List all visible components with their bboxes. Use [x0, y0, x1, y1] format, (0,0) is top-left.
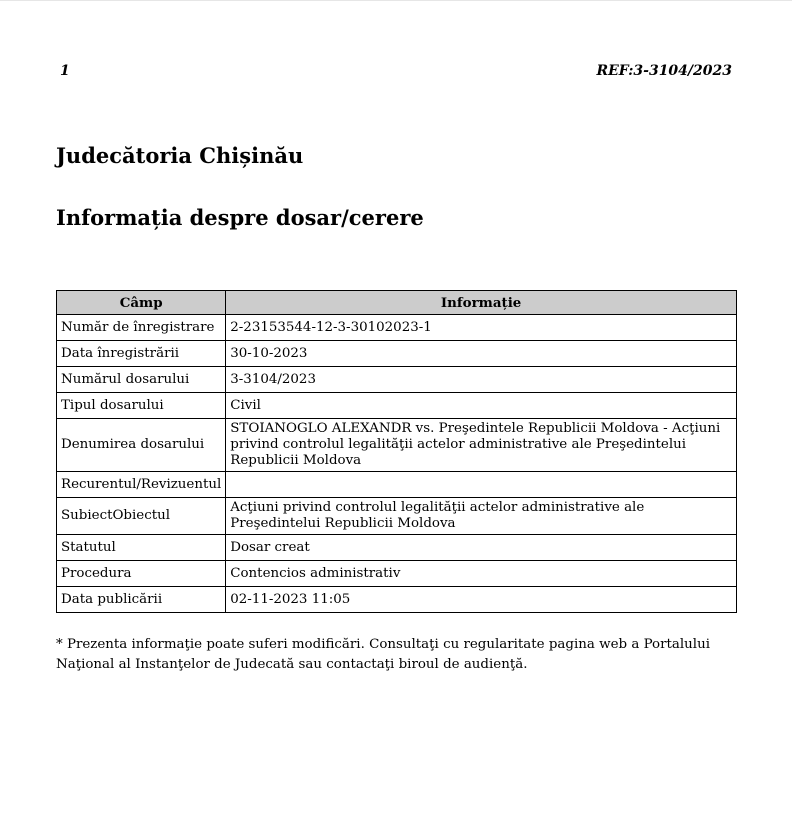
table-row	[57, 419, 737, 472]
field-label: Data publicării	[57, 587, 226, 613]
field-label: SubiectObiectul	[57, 498, 226, 535]
field-value: Dosar creat	[226, 535, 737, 561]
field-label: Denumirea dosarului	[57, 419, 226, 472]
court-title: Judecătoria Chișinău	[56, 143, 304, 168]
page-number: 1	[60, 63, 70, 79]
field-label: Recurentul/Revizuentul	[57, 472, 226, 498]
reference-number: REF:3-3104/2023	[596, 63, 732, 79]
table-row	[57, 393, 737, 419]
disclaimer-footnote: * Prezenta informaţie poate suferi modificări. Consultaţi cu regularitate pagina web a Portalului Naţional al Instanţelor de Judecată sau contactaţi biroul de audienţă.	[56, 637, 710, 672]
field-value: 3-3104/2023	[226, 367, 737, 393]
field-label: Număr de înregistrare	[57, 315, 226, 341]
section-title: Informația despre dosar/cerere	[56, 205, 424, 230]
table-row	[57, 535, 737, 561]
table-row	[57, 341, 737, 367]
table-row	[57, 498, 737, 535]
page-top-border	[0, 0, 792, 1]
column-header-field: Câmp	[57, 291, 226, 315]
field-label: Procedura	[57, 561, 226, 587]
field-label: Tipul dosarului	[57, 393, 226, 419]
field-value: 30-10-2023	[226, 341, 737, 367]
table-row	[57, 561, 737, 587]
field-label: Data înregistrării	[57, 341, 226, 367]
column-header-info: Informație	[226, 291, 737, 315]
table-row	[57, 587, 737, 613]
table-row	[57, 472, 737, 498]
table-header-row	[57, 291, 737, 315]
case-info-table	[56, 290, 737, 613]
field-value: Acţiuni privind controlul legalităţii actelor administrative ale Preşedintelui Republicii Moldova	[226, 498, 737, 535]
field-value: Civil	[226, 393, 737, 419]
field-label: Numărul dosarului	[57, 367, 226, 393]
field-value: Contencios administrativ	[226, 561, 737, 587]
field-value: STOIANOGLO ALEXANDR vs. Preşedintele Republicii Moldova - Acţiuni privind controlul legalităţii actelor administrative ale Preşedintelui Republicii Moldova	[226, 419, 737, 472]
field-value: 02-11-2023 11:05	[226, 587, 737, 613]
field-value	[226, 472, 737, 498]
table-row	[57, 315, 737, 341]
field-label: Statutul	[57, 535, 226, 561]
table-row	[57, 367, 737, 393]
field-value: 2-23153544-12-3-30102023-1	[226, 315, 737, 341]
